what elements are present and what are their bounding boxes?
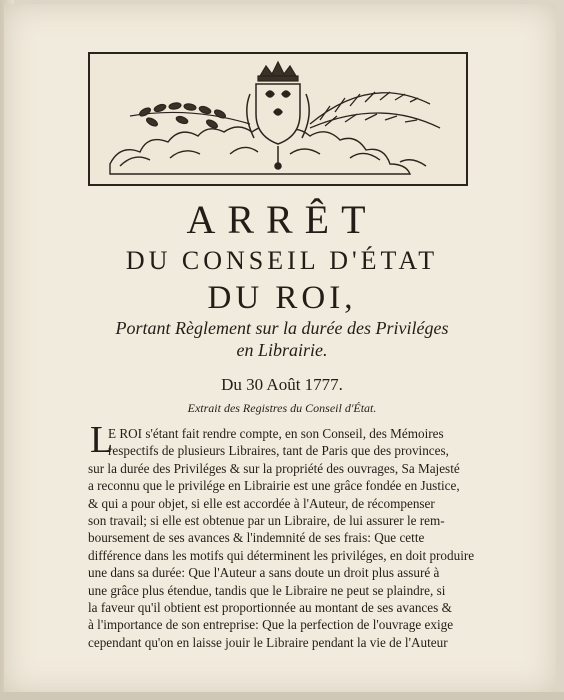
subtitle-line-2: en Librairie. (236, 340, 328, 360)
royal-arms-vignette (88, 52, 468, 186)
body-line: son travail; si elle est obtenue par un Libraire, de lui assurer le rem- (88, 513, 445, 529)
body-line: a reconnu que le privilége en Librairie est une grâce fondée en Justice, (88, 478, 460, 494)
title-arret: ARRÊT (186, 197, 378, 242)
body-line: E ROI s'étant fait rendre compte, en son Conseil, des Mémoires (108, 426, 444, 441)
extrait-line: Extrait des Registres du Conseil d'État. (187, 401, 377, 415)
drop-cap: L (90, 419, 114, 461)
paper-edge-bottom (0, 692, 564, 700)
body-line: à l'importance de son entreprise: Que la perfection de l'ouvrage exige (88, 617, 454, 633)
body-line: cependant qu'on en laisse jouir le Libraire pendant la vie de l'Auteur (88, 634, 448, 650)
body-line: & qui a pour objet, si elle est accordée à l'Auteur, de récompenser (88, 495, 435, 511)
body-line: différence dans les motifs qui déterminent les priviléges, en doit produire (88, 547, 475, 563)
title-conseil: DU CONSEIL D'ÉTAT (125, 246, 439, 275)
body-paragraph (88, 425, 488, 651)
body-line: respectifs de plusieurs Libraires, tant de Paris que des provinces, (108, 443, 449, 459)
date-line: Du 30 Août 1777. (221, 375, 343, 394)
subtitle-line-1: Portant Règlement sur la durée des Priviléges (115, 318, 449, 338)
body-line: une dans sa durée: Que l'Auteur a sans doute un droit plus assuré à (88, 565, 440, 581)
title-du-roi: DU ROI, (207, 280, 357, 316)
body-line: sur la durée des Priviléges & sur la propriété des ouvrages, Sa Majesté (88, 460, 460, 476)
body-line: boursement de ses avances & l'indemnité de ses frais: Que cette (88, 530, 425, 546)
body-line: la faveur qu'il obtient est proportionnée au montant de ses avances & (88, 600, 452, 616)
body-line: une grâce plus étendue, tandis que le Libraire ne peut se plaindre, si (88, 582, 446, 598)
